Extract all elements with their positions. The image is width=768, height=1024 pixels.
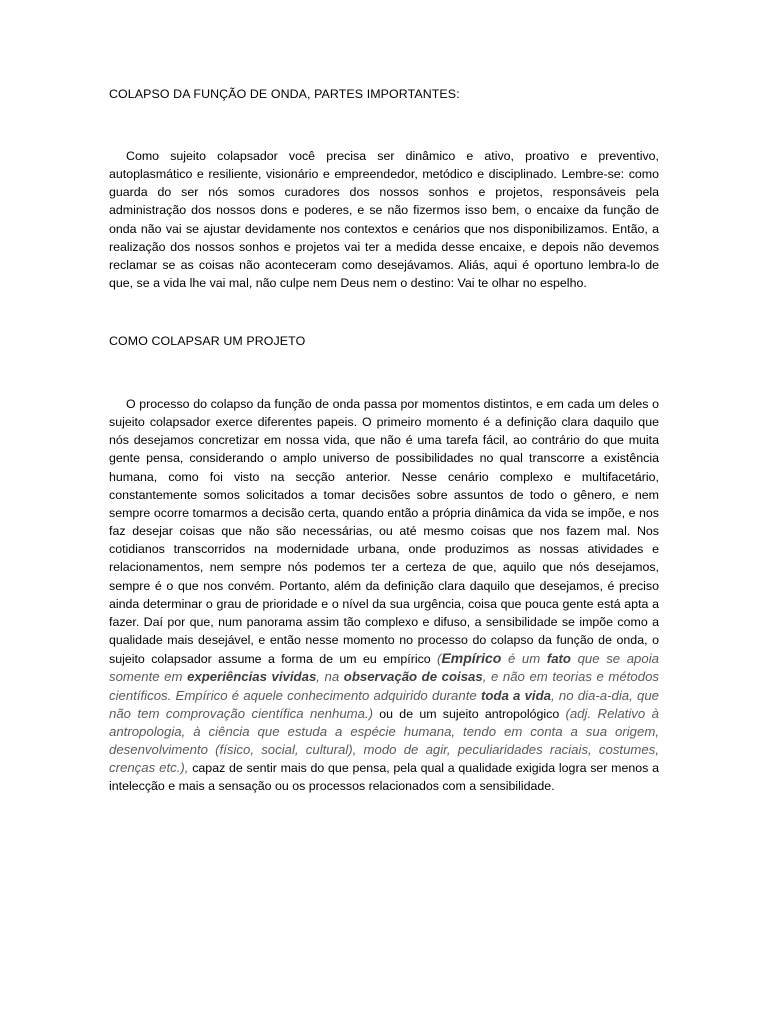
section-heading-colapsar-projeto: COMO COLAPSAR UM PROJETO (109, 334, 306, 348)
empirico-definition: (Empírico é um fato que se apoia somente em experiências vividas, na observação de coisas, e não em teorias e métodos científicos. Empírico é aquele conhecimento adquirido durante toda a vida, no dia-a-dia, que não tem comprovação científica nenhuma.) (109, 650, 660, 721)
paragraph-processo-colapso (109, 395, 659, 795)
paragraph-outro-text: capaz de sentir mais do que pensa, pela qual a qualidade exigida logra ser menos a intelecção e mais a sensação ou os processos relacionados com a sensibilidade. (109, 761, 659, 794)
section-heading-colapso: COLAPSO DA FUNÇÃO DE ONDA, PARTES IMPORTANTES: (109, 87, 460, 101)
term-experiencias-vividas: experiências vividas (187, 669, 317, 685)
paragraph-mid-text: ou de um sujeito antropológico (373, 706, 566, 721)
term-observacao-de-coisas: observação de coisas (343, 669, 483, 685)
term-fato: fato (546, 651, 571, 667)
paragraph-sujeito-colapsador: Como sujeito colapsador você precisa ser dinâmico e ativo, proativo e preventivo, autoplasmático e resiliente, visionário e empreendedor, metódico e disciplinado. Lembre-se: como guarda do ser nós somos curadores dos nossos sonhos e projetos, responsáveis pela administração dos nossos dons e poderes, e se não fizermos isso bem, o encaixe da função de onda não vai se ajustar devidamente nos contextos e cenários que nos disponibilizamos. Então, a realização dos nossos sonhos e projetos vai ter a medida desse encaixe, e depois não devemos reclamar se as coisas não aconteceram como desejávamos. Aliás, aqui é oportuno lembra-lo de que, se a vida lhe vai mal, não culpe nem Deus nem o destino: Vai te olhar no espelho. (109, 149, 659, 291)
term-empirico: Empírico (441, 650, 502, 667)
term-toda-a-vida: toda a vida (480, 687, 551, 703)
antropologico-definition: (adj. Relativo à antropologia, à ciência que estuda a espécie humana, tendo em conta a sua origem, desenvolvimento (físico, social, cultural), modo de agir, peculiaridades raciais, costumes, crenças etc.), (109, 705, 659, 776)
paragraph-intro-text: O processo do colapso da função de onda passa por momentos distintos, e em cada um deles o sujeito colapsador exerce diferentes papeis. O primeiro momento é a definição clara daquilo que nós desejamos concretizar em nossa vida, que não é uma tarefa fácil, ao contrário do que muita gente pensa, considerando o amplo universo de possibilidades no qual transcorre a existência humana, como foi visto na secção anterior. Nesse cenário complexo e multifacetário, constantemente somos solicitados a tomar decisões sobre assuntos de todo o gênero, e nem sempre ocorre tomarmos a decisão certa, quando então a própria dinâmica da vida se impõe, e nos faz desejar coisas que não são necessárias, ou até mesmo coisas que nos fazem mal. Nos cotidianos transcorridos na modernidade urbana, onde produzimos as nossas atividades e relacionamentos, nem sempre nós podemos ter a certeza de que, aquilo que nós desejamos, sempre é o que nos convém. Portanto, além da definição clara daquilo que desejamos, é preciso ainda determinar o grau de prioridade e o nível da sua urgência, coisa que pouca gente está apta a fazer. Daí por que, num panorama assim tão complexo e difuso, a sensibilidade se impõe como a qualidade mais desejável, e então nesse momento no processo do colapso da função de onda, o sujeito colapsador assume a forma de um eu empírico (109, 397, 659, 667)
